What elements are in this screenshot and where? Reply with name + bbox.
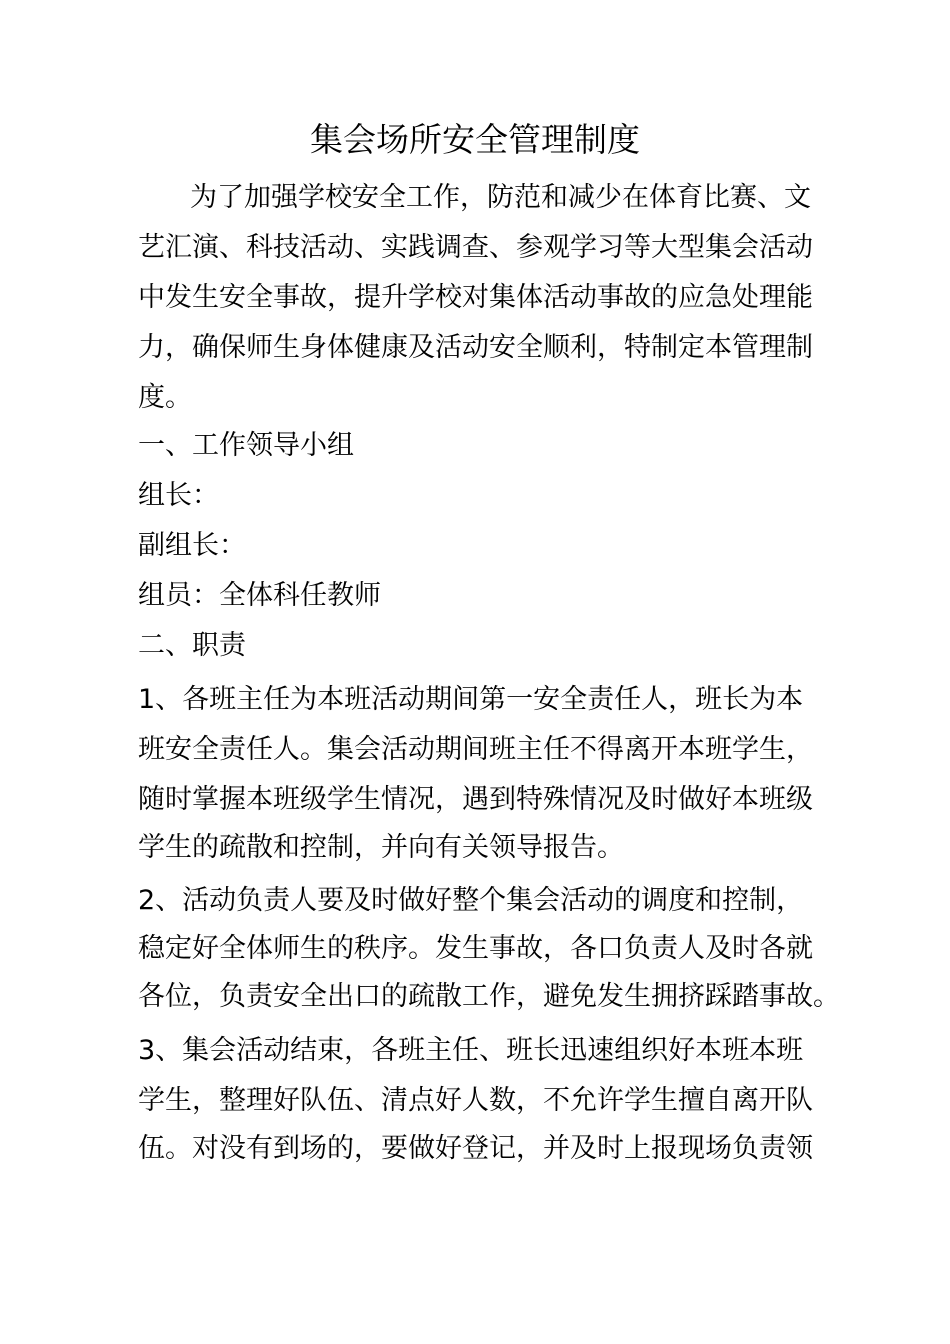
duty-3-line-1: 3、集会活动结束，各班主任、班长迅速组织好本班本班 <box>138 1035 804 1066</box>
section-heading-leadership: 一、工作领导小组 <box>138 430 354 461</box>
duty-1-line-3: 随时掌握本班级学生情况，遇到特殊情况及时做好本班级 <box>138 784 813 815</box>
duty-3-line-2: 学生，整理好队伍、清点好人数，不允许学生擅自离开队 <box>138 1085 813 1116</box>
duty-2-line-1: 2、活动负责人要及时做好整个集会活动的调度和控制， <box>138 885 804 916</box>
duty-1-line-4: 学生的疏散和控制，并向有关领导报告。 <box>138 832 624 863</box>
intro-line-3: 中发生安全事故，提升学校对集体活动事故的应急处理能 <box>138 282 813 313</box>
duty-3-line-3: 伍。对没有到场的，要做好登记，并及时上报现场负责领 <box>138 1133 813 1164</box>
intro-line-2: 艺汇演、科技活动、实践调查、参观学习等大型集会活动 <box>138 232 813 263</box>
section-heading-duties: 二、职责 <box>138 630 246 661</box>
intro-line-4: 力，确保师生身体健康及活动安全顺利，特制定本管理制 <box>138 332 813 363</box>
duty-1-line-2: 班安全责任人。集会活动期间班主任不得离开本班学生， <box>138 734 813 765</box>
duty-1-line-1: 1、各班主任为本班活动期间第一安全责任人，班长为本 <box>138 684 804 715</box>
intro-line-5: 度。 <box>138 382 192 413</box>
leader-field: 组长： <box>138 480 219 511</box>
members-field: 组员：全体科任教师 <box>138 580 381 611</box>
duty-2-line-3: 各位，负责安全出口的疏散工作，避免发生拥挤踩踏事故。 <box>138 981 840 1012</box>
intro-line-1: 为了加强学校安全工作，防范和减少在体育比赛、文 <box>190 182 811 213</box>
deputy-leader-field: 副组长： <box>138 530 246 561</box>
document-title: 集会场所安全管理制度 <box>310 120 640 159</box>
duty-2-line-2: 稳定好全体师生的秩序。发生事故，各口负责人及时各就 <box>138 933 813 964</box>
